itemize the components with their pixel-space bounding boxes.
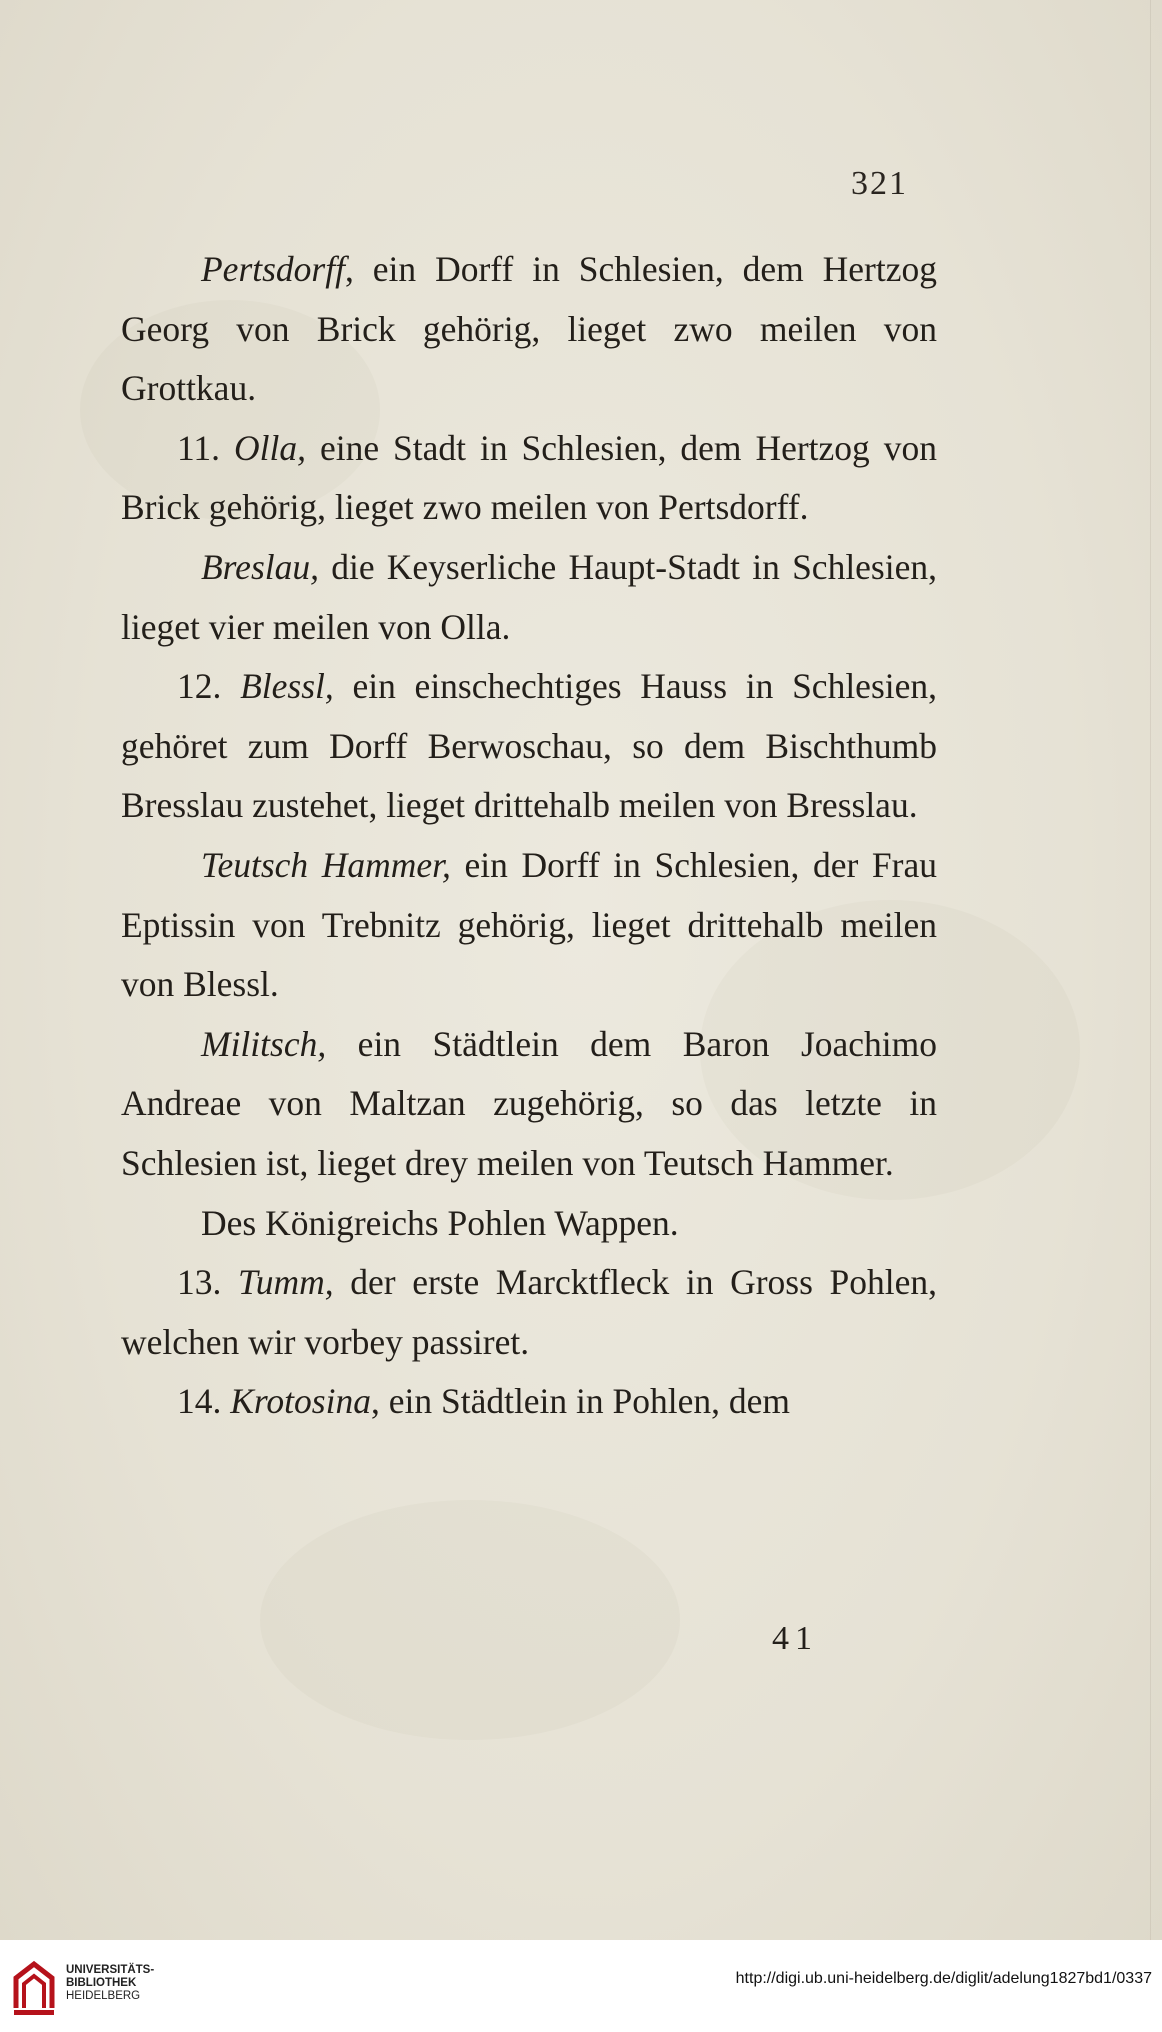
paragraph: Teutsch Hammer, ein Dorff in Schlesien, der Frau Eptissin von Trebnitz gehörig, lieget drittehalb meilen von Blessl. — [121, 844, 937, 1005]
place-name: Olla, — [234, 427, 307, 468]
place-name: Militsch, — [201, 1023, 327, 1064]
library-name: UNIVERSITÄTS- BIBLIOTHEK HEIDELBERG — [66, 1964, 155, 2002]
page-edge-shadow — [1150, 0, 1151, 1940]
body-text — [121, 240, 937, 1432]
paragraph: Militsch, ein Städtlein dem Baron Joachimo Andreae von Maltzan zugehörig, so das letzte in Schlesien ist, lieget drey meilen von Teutsch Hammer. — [121, 1023, 937, 1183]
paragraph: Pertsdorff, ein Dorff in Schlesien, dem Hertzog Georg von Brick gehörig, lieget zwo meilen von Grottkau. — [121, 249, 937, 409]
source-url[interactable]: http://digi.ub.uni-heidelberg.de/diglit/adelung1827bd1/0337 — [735, 1970, 1152, 1987]
place-name: Krotosina — [230, 1381, 371, 1422]
paper-stain — [260, 1500, 680, 1740]
library-logo-icon — [10, 1958, 58, 2018]
footer-bar — [0, 1940, 1162, 2032]
entry-number: 12. — [177, 666, 222, 707]
place-name: Blessl, — [240, 666, 334, 707]
section-heading: Des Königreichs Pohlen Wappen. — [201, 1202, 679, 1243]
place-name: Teutsch Hammer, — [201, 844, 451, 885]
entry-number: 13. — [177, 1262, 222, 1303]
paragraph: 13. Tumm, der erste Marcktfleck in Gross Pohlen, welchen wir vorbey passiret. — [121, 1262, 938, 1362]
page-number: 321 — [851, 165, 908, 202]
place-name: Pertsdorff — [201, 249, 345, 289]
paragraph: 14. Krotosina, ein Städtlein in Pohlen, dem — [177, 1381, 791, 1422]
paragraph: 12. Blessl, ein einschechtiges Hauss in Schlesien, gehöret zum Dorff Berwoschau, so dem Bischthumb Bresslau zustehet, lieget drittehalb meilen von Bresslau. — [121, 666, 937, 826]
place-name: Tumm, — [237, 1262, 334, 1303]
place-name: Breslau, — [201, 546, 319, 587]
signature-mark: 41 — [772, 1620, 818, 1657]
entry-number: 11. — [177, 427, 221, 468]
paragraph: 11. Olla, eine Stadt in Schlesien, dem Hertzog von Brick gehörig, lieget zwo meilen von Pertsdorff. — [121, 427, 937, 528]
paragraph: Breslau, die Keyserliche Haupt-Stadt in Schlesien, lieget vier meilen von Olla. — [121, 546, 937, 647]
entry-number: 14. — [177, 1381, 222, 1422]
